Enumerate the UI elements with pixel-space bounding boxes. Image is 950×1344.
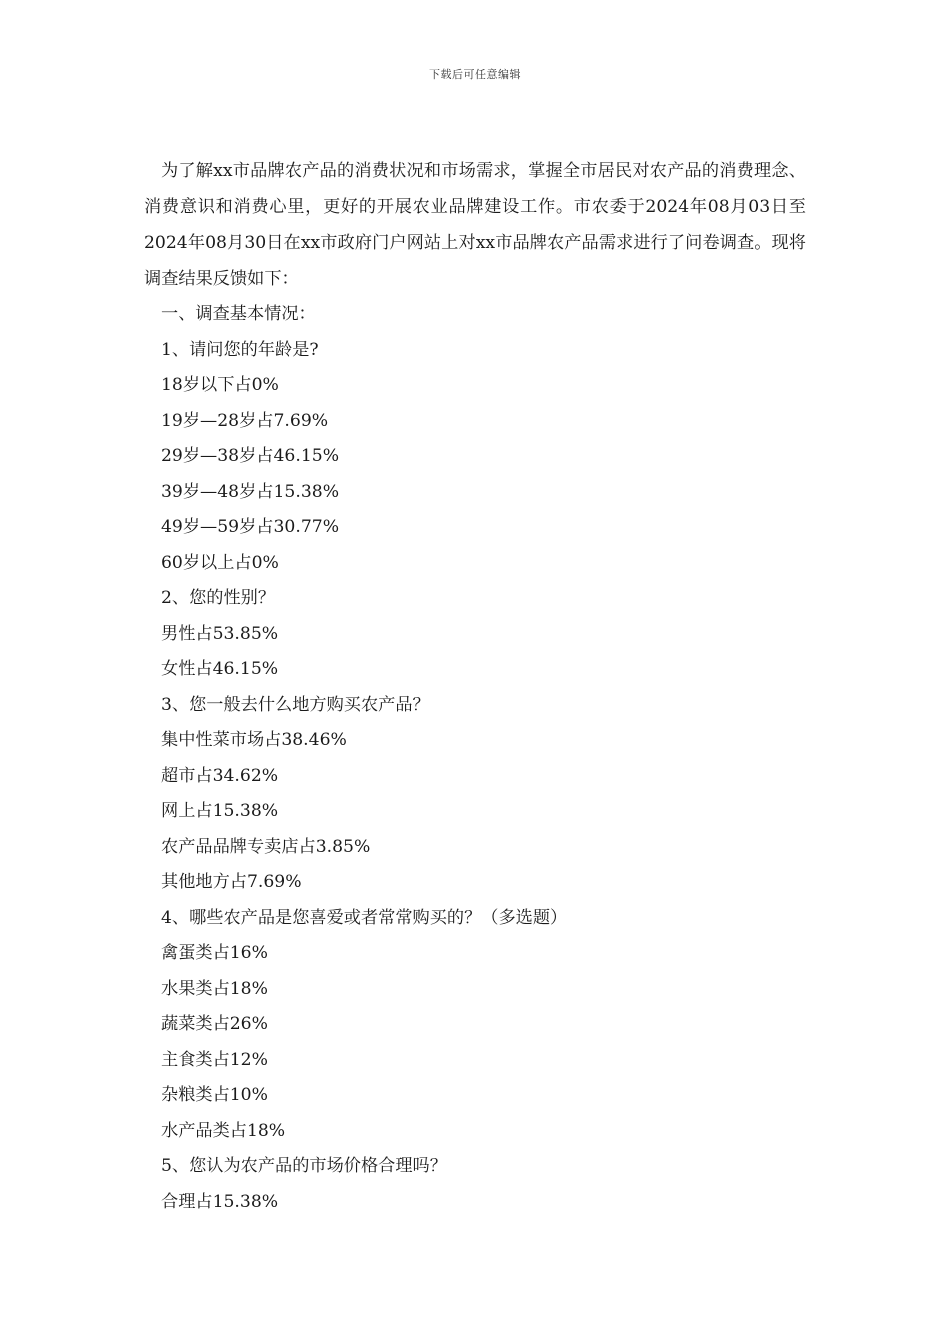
question-gender: 2、您的性别？ [161, 588, 276, 608]
question-age: 1、请问您的年龄是? [161, 339, 319, 360]
intro-paragraph: 为了解xx市品牌农产品的消费状况和市场需求，掌握全市居民对农产品的消费理念、消费意识和消费心里，更好的开展农业品牌建设工作。市农委于2024年08月03日至2024年08月30日在xx市政府门户网站上对xx市品牌农产品需求进行了问卷调查。现将调查结果反馈如下： [144, 161, 806, 289]
survey-results [144, 297, 806, 1220]
question-price: 5、您认为农产品的市场价格合理吗？ [161, 1156, 447, 1176]
answer-line: 男性占53.85% [161, 623, 279, 644]
answer-line: 其他地方占7.69% [161, 872, 302, 892]
answer-line: 集中性菜市场占38.46% [161, 730, 347, 750]
answer-line: 水产品类占18% [161, 1120, 286, 1141]
answer-line: 39岁—48岁占15.38% [161, 481, 340, 502]
answer-line: 49岁—59岁占30.77% [161, 517, 340, 537]
answer-line: 禽蛋类占16% [161, 943, 268, 963]
answer-line: 合理占15.38% [161, 1191, 279, 1212]
answer-line: 女性占46.15% [161, 659, 279, 679]
answer-line: 18岁以下占0% [161, 375, 279, 395]
answer-line: 超市占34.62% [161, 765, 279, 786]
answer-line: 19岁—28岁占7.69% [161, 410, 329, 431]
answer-line: 杂粮类占10% [161, 1085, 268, 1105]
document-body [144, 153, 806, 1220]
answer-line: 网上占15.38% [161, 801, 279, 821]
page-header: 下载后可任意编辑 [429, 68, 521, 81]
answer-line: 主食类占12% [161, 1049, 268, 1070]
answer-line: 水果类占18% [161, 978, 268, 999]
answer-line: 农产品品牌专卖店占3.85% [161, 836, 371, 857]
question-purchase-place: 3、您一般去什么地方购买农产品？ [161, 694, 430, 715]
section-heading: 一、调查基本情况： [161, 304, 316, 324]
question-favorite-products: 4、哪些农产品是您喜爱或者常常购买的？（多选题） [161, 907, 568, 928]
answer-line: 60岁以上占0% [161, 552, 279, 573]
answer-line: 蔬菜类占26% [161, 1014, 268, 1034]
answer-line: 29岁—38岁占46.15% [161, 446, 340, 466]
